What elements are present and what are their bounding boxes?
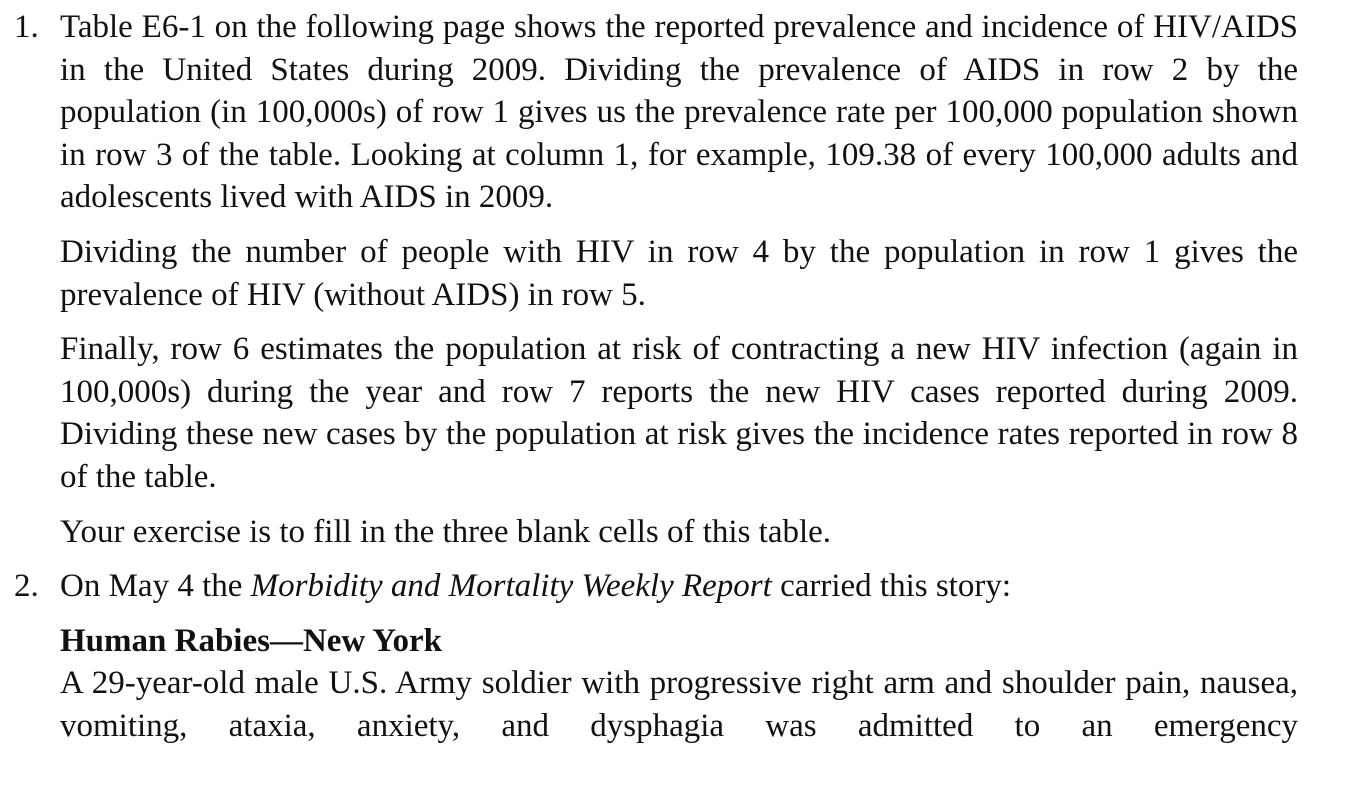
item-content: [60, 6, 1298, 565]
paragraph-incidence: Finally, row 6 estimates the population at risk of contracting a new HIV infection (again in 100,000s) during the year and row 7 reports the new HIV cases reported during 2009. Dividing these new cases by the population at risk gives the incidence rates reported in row 8 of the table.: [60, 331, 1298, 495]
intro-text-after: carried this story:: [771, 568, 1011, 605]
paragraph-hiv-prevalence: Dividing the number of people with HIV in row 4 by the population in row 1 gives the prevalence of HIV (without AIDS) in row 5.: [60, 233, 1298, 313]
paragraph-exercise-instruction: Your exercise is to fill in the three blank cells of this table.: [60, 513, 832, 550]
exercise-item-1: [14, 6, 1298, 565]
item-number: 2.: [14, 568, 39, 605]
paragraph-table-description: Table E6-1 on the following page shows the reported prevalence and incidence of HIV/AIDS in the United States during 2009. Dividing the prevalence of AIDS in row 2 by the population (in 100,000s) of row 1 gives us the prevalence rate per 100,000 population shown in row 3 of the table. Looking at column 1, for example, 109.38 of every 100,000 adults and adolescents lived with AIDS in 2009.: [60, 9, 1298, 216]
story-text: A 29-year-old male U.S. Army soldier with progressive right arm and shoulder pain, nausea, vomiting, ataxia, anxiety, and dysphagia was admitted to an emergency: [60, 665, 1298, 744]
intro-text-before: On May 4 the: [60, 568, 251, 605]
exercise-item-2: [14, 565, 1298, 747]
paragraph-report-intro: [60, 565, 1298, 608]
story-heading: Human Rabies—New York: [60, 622, 442, 659]
item-content: [60, 565, 1298, 747]
document-page: [14, 6, 1298, 748]
report-title: Morbidity and Mortality Weekly Report: [250, 568, 772, 605]
item-number: 1.: [14, 9, 39, 45]
